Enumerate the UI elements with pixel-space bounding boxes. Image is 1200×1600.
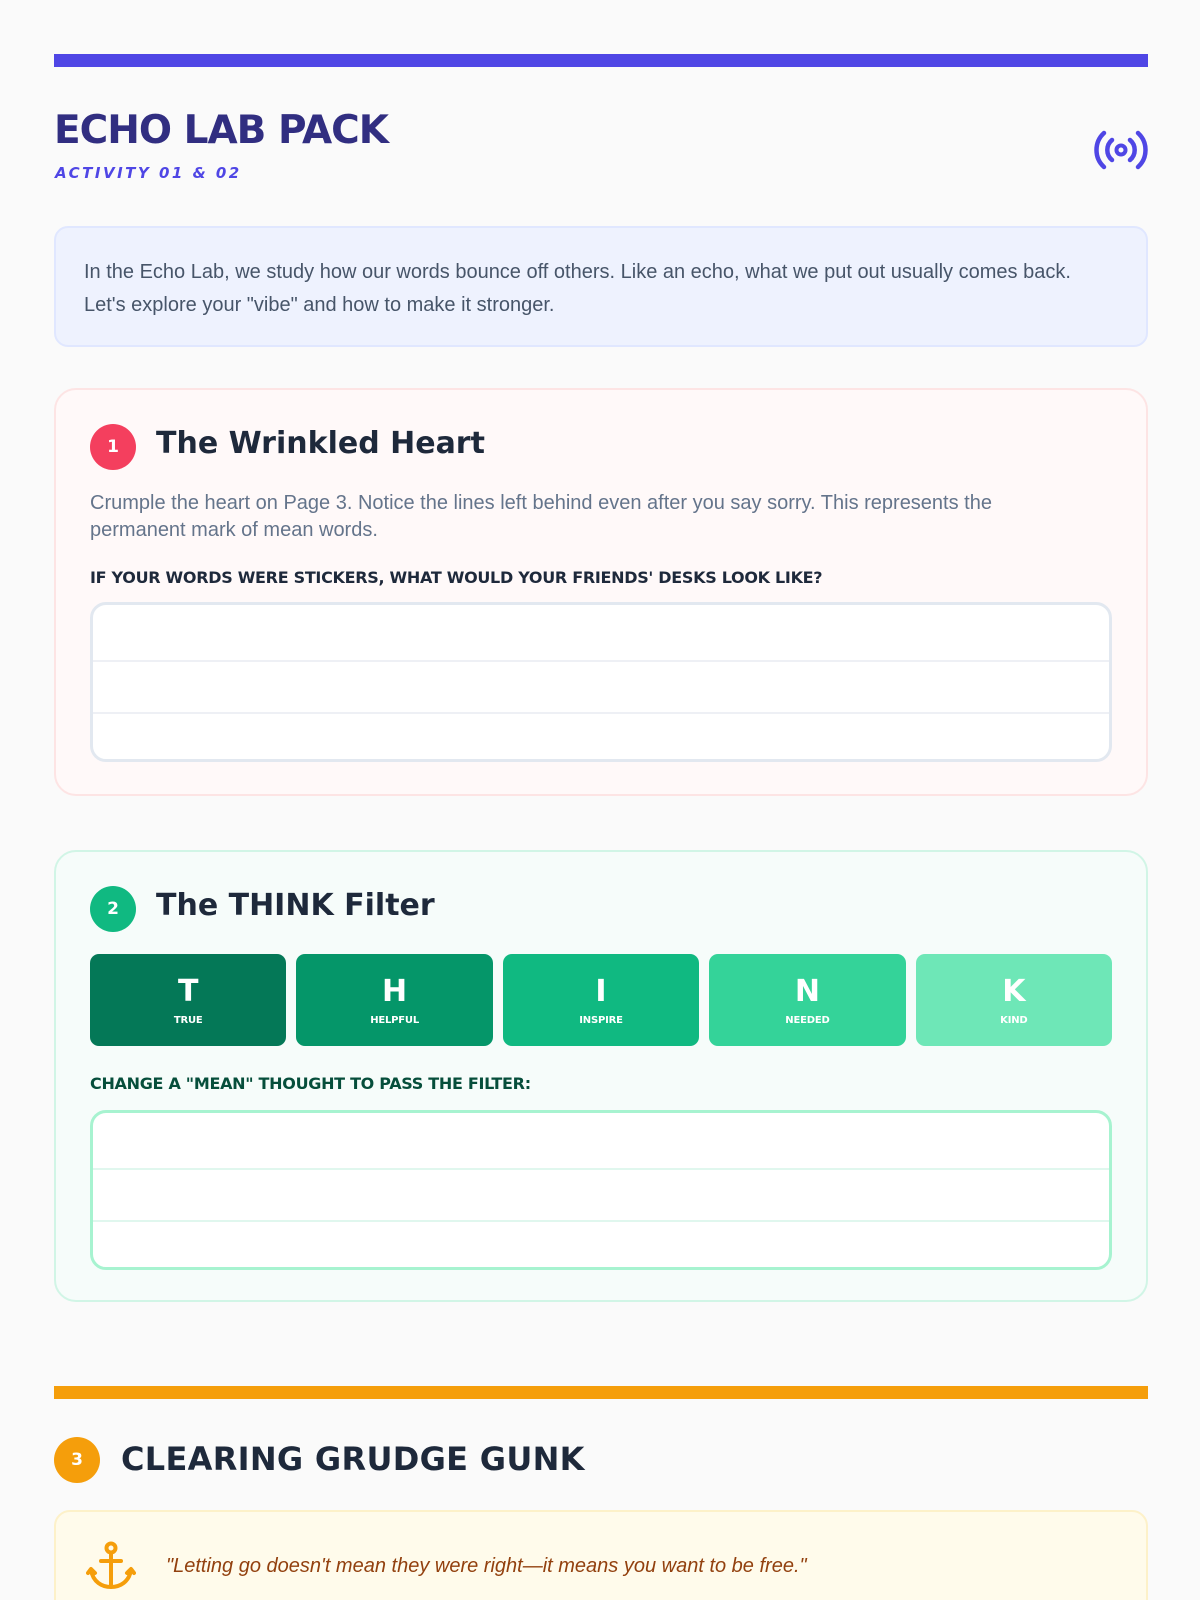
writing-line [93, 660, 1109, 662]
activity-description: Crumple the heart on Page 3. Notice the lines left behind even after you say sorry. This represents the permanent mark of mean words. [90, 492, 992, 541]
page-title: ECHO LAB PACK [54, 108, 389, 153]
writing-line [93, 712, 1109, 714]
activity-title: The THINK Filter [156, 888, 435, 923]
activity-number-badge: 1 [90, 424, 136, 470]
activity-prompt: IF YOUR WORDS WERE STICKERS, WHAT WOULD YOUR FRIENDS' DESKS LOOK LIKE? [90, 568, 823, 587]
think-filter-row [90, 954, 1112, 1046]
think-letter: H [382, 973, 408, 1009]
think-letter: N [794, 973, 820, 1009]
intro-box [54, 226, 1148, 347]
page-header [54, 108, 1148, 188]
think-word: HELPFUL [370, 1014, 420, 1026]
think-word: TRUE [173, 1014, 203, 1026]
section-divider-bar [54, 1386, 1148, 1399]
answer-field[interactable] [90, 602, 1112, 762]
activity-number-badge: 2 [90, 886, 136, 932]
anchor-icon [86, 1540, 136, 1592]
section-title: CLEARING GRUDGE GUNK [121, 1440, 585, 1478]
think-letter: K [1002, 973, 1026, 1009]
writing-line [93, 1220, 1109, 1222]
quote-text: "Letting go doesn't mean they were right—it means you want to be free." [166, 1555, 807, 1577]
activity-card-think-filter [54, 850, 1148, 1302]
think-word: KIND [1000, 1014, 1028, 1026]
think-letter: T [177, 973, 199, 1009]
think-word: INSPIRE [579, 1014, 623, 1026]
think-letter: I [595, 973, 607, 1009]
broadcast-icon [1094, 128, 1148, 172]
activity-prompt: CHANGE A "MEAN" THOUGHT TO PASS THE FILTER: [90, 1074, 531, 1093]
quote-box [54, 1510, 1148, 1600]
section-number-badge: 3 [54, 1437, 100, 1483]
think-tile-k [916, 954, 1112, 1046]
writing-line [93, 1168, 1109, 1170]
intro-text: In the Echo Lab, we study how our words bounce off others. Like an echo, what we put out usually comes back. Let's explore your "vibe" and how to make it stronger. [84, 261, 1071, 316]
think-tile-h [296, 954, 492, 1046]
think-word: NEEDED [785, 1014, 830, 1026]
think-tile-i [503, 954, 699, 1046]
think-tile-n [709, 954, 905, 1046]
activity-card-wrinkled-heart [54, 388, 1148, 796]
activity-title: The Wrinkled Heart [156, 426, 485, 461]
think-tile-t [90, 954, 286, 1046]
page-subtitle: ACTIVITY 01 & 02 [55, 164, 242, 182]
answer-field[interactable] [90, 1110, 1112, 1270]
top-accent-bar [54, 54, 1148, 67]
